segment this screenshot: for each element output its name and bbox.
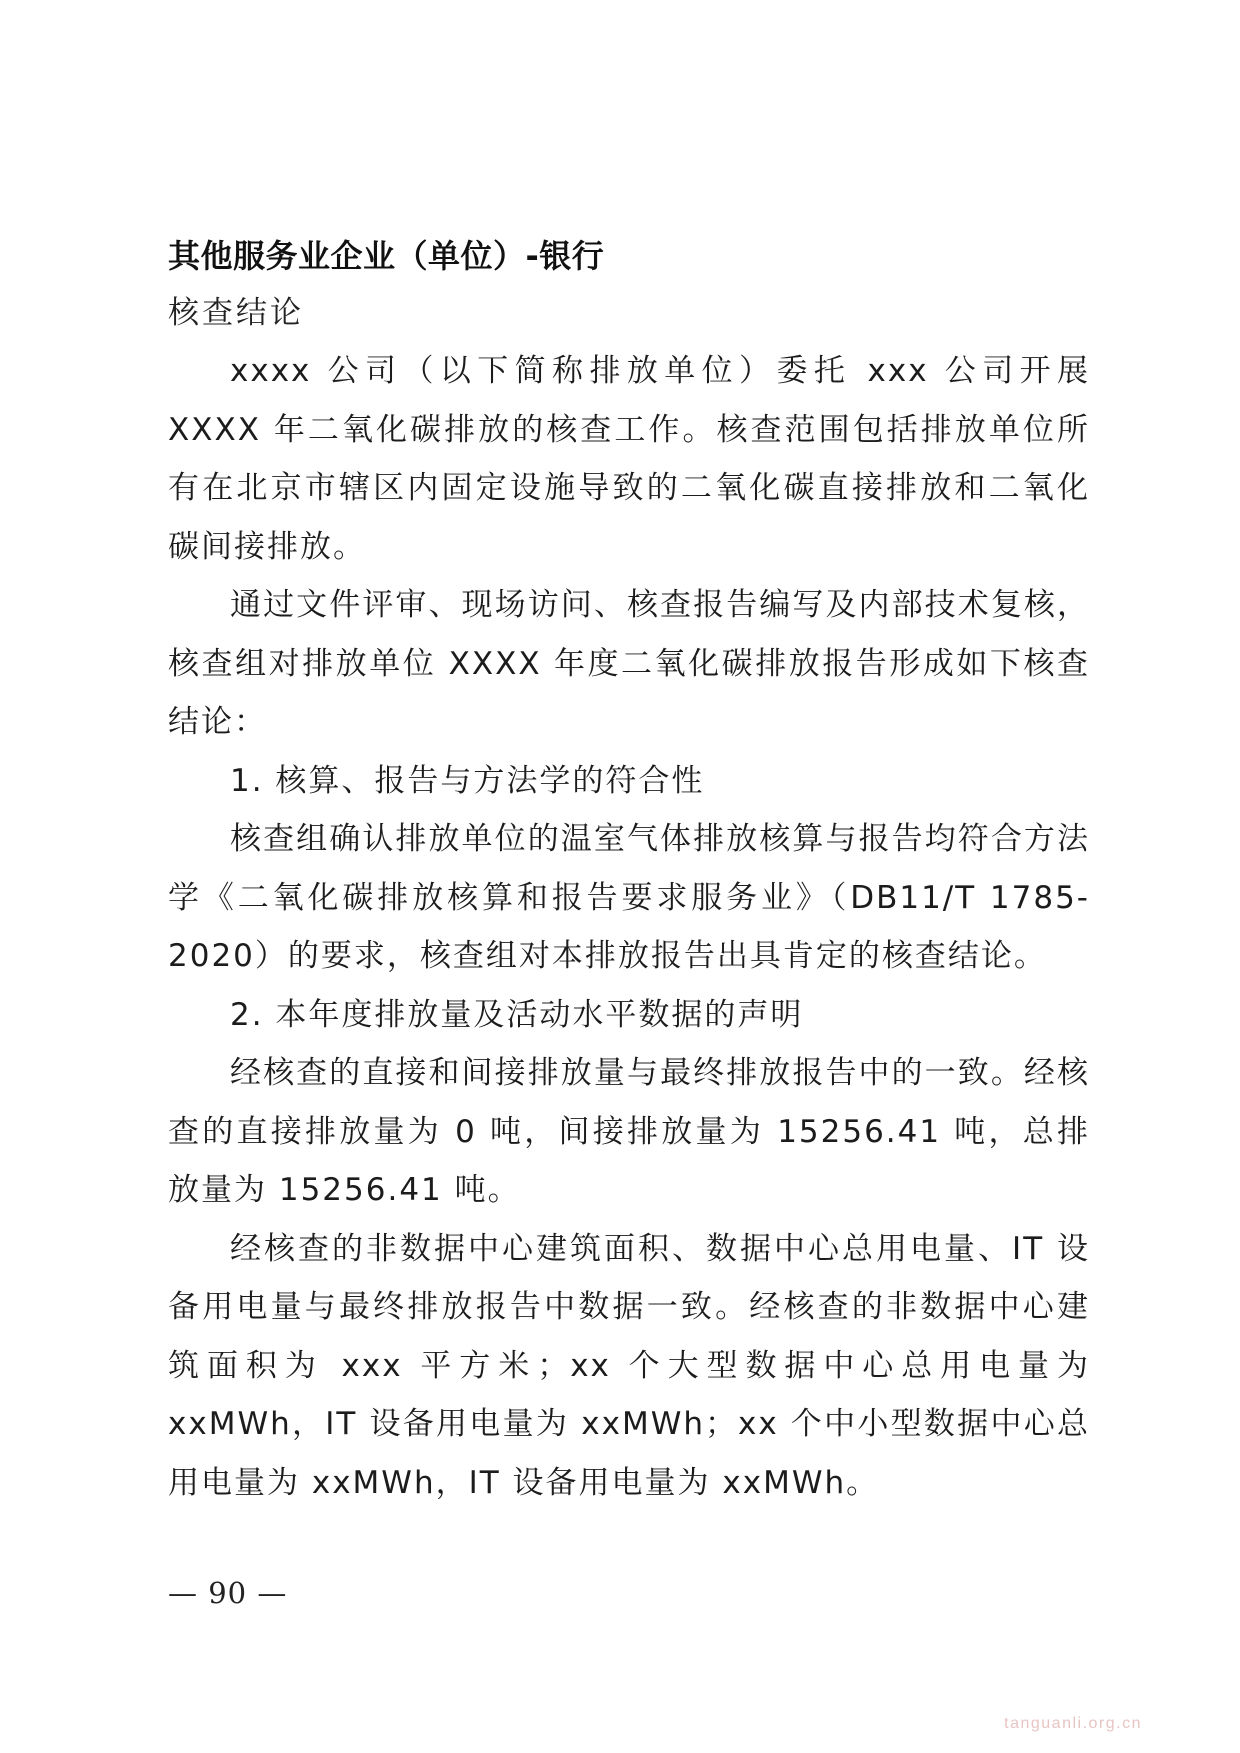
document-body	[168, 228, 1090, 1512]
section-heading: 其他服务业企业（单位）-银行	[168, 237, 605, 275]
page-number: — 90 —	[168, 1576, 288, 1610]
paragraph-activity-data: 经核查的非数据中心建筑面积、数据中心总用电量、IT 设备用电量与最终排放报告中数据一致。经核查的非数据中心建筑面积为 xxx 平方米；xx 个大型数据中心总用电量为 xxMWh，IT 设备用电量为 xxMWh；xx 个中小型数据中心总用电量为 xxMWh，IT 设备用电量为 xxMWh。	[168, 1230, 1090, 1501]
paragraph-conclusion-intro: 通过文件评审、现场访问、核查报告编写及内部技术复核，核查组对排放单位 XXXX 年度二氧化碳排放报告形成如下核查结论：	[168, 587, 1090, 740]
item-1-title: 1. 核算、报告与方法学的符合性	[230, 762, 705, 799]
paragraph-scope: xxxx 公司（以下简称排放单位）委托 xxx 公司开展 XXXX 年二氧化碳排放的核查工作。核查范围包括排放单位所有在北京市辖区内固定设施导致的二氧化碳直接排放和二氧化碳间接排放。	[168, 353, 1090, 565]
item-2-title: 2. 本年度排放量及活动水平数据的声明	[230, 996, 804, 1033]
section-subheading: 核查结论	[168, 295, 304, 331]
paragraph-methodology: 核查组确认排放单位的温室气体排放核算与报告均符合方法学《二氧化碳排放核算和报告要求服务业》（DB11/T 1785-2020）的要求，核查组对本排放报告出具肯定的核查结论。	[168, 821, 1090, 974]
paragraph-emissions: 经核查的直接和间接排放量与最终排放报告中的一致。经核查的直接排放量为 0 吨，间接排放量为 15256.41 吨，总排放量为 15256.41 吨。	[168, 1055, 1090, 1208]
watermark: tanguanli.org.cn	[1004, 1715, 1142, 1732]
